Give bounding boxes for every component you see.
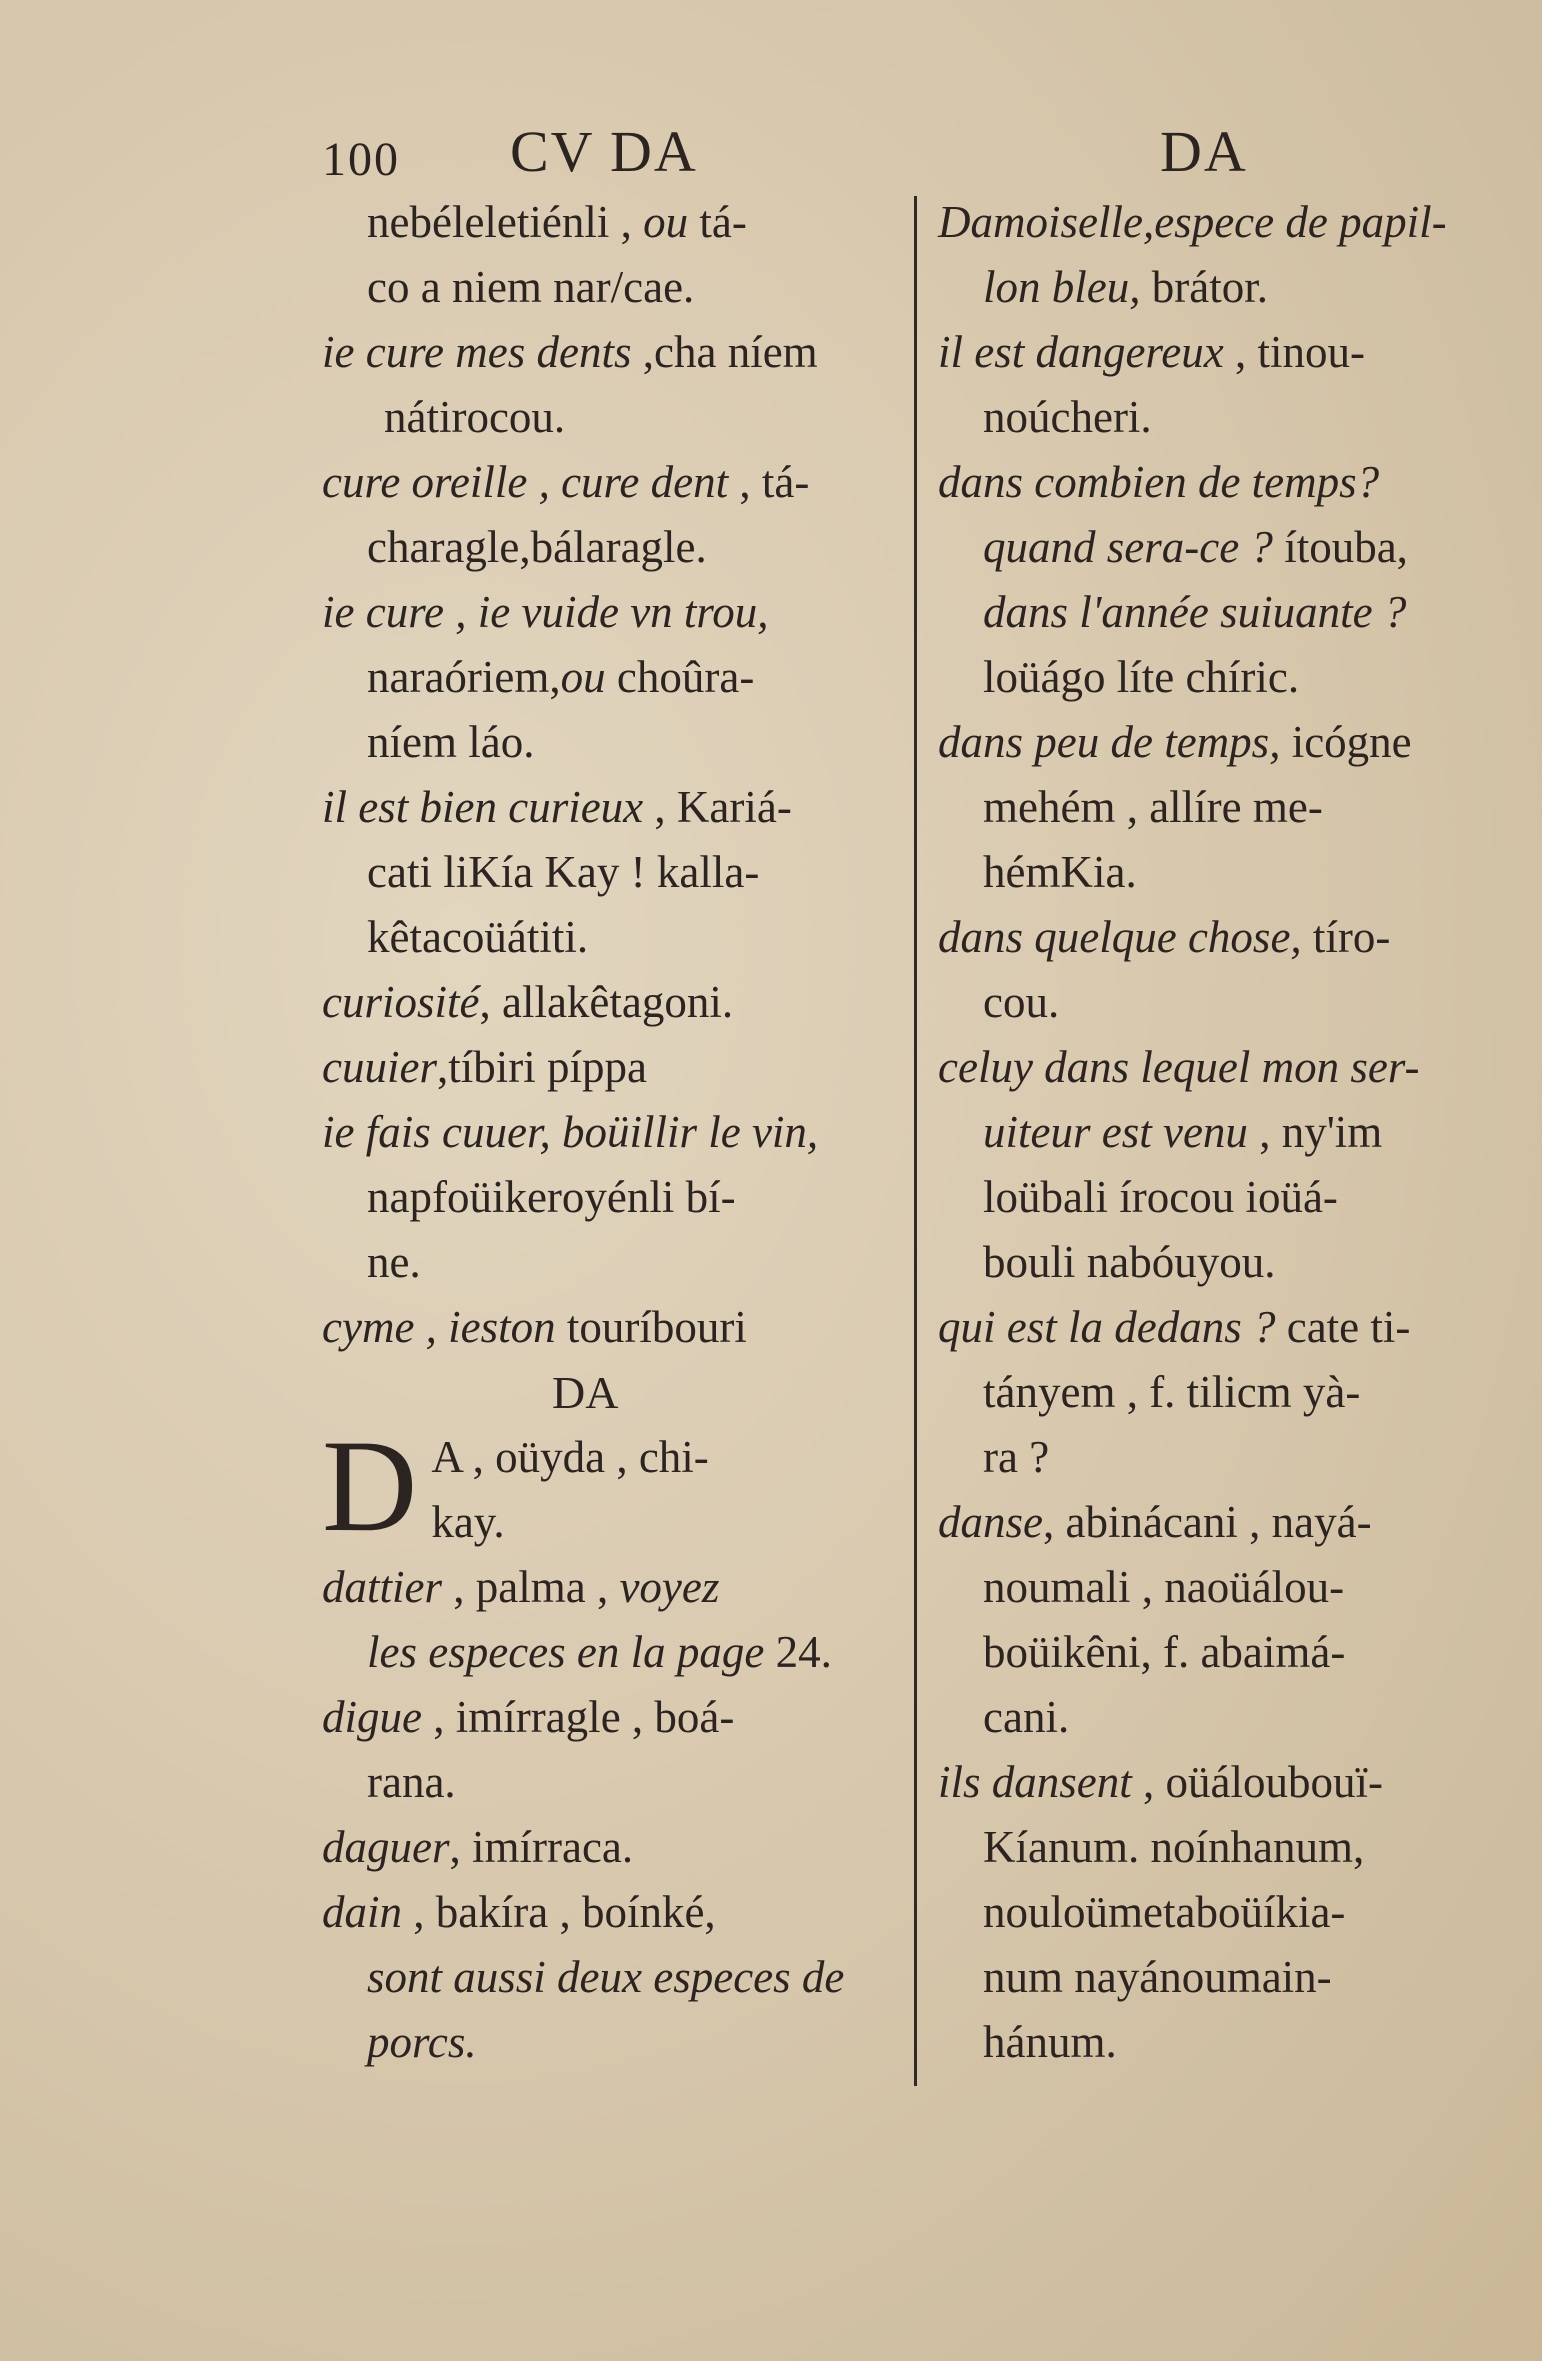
- entry-headword: ie cure mes dents ,cha níem: [322, 327, 818, 377]
- entry-line: rana.: [367, 1757, 456, 1807]
- entry-line: uiteur est venu , ny'im: [983, 1107, 1383, 1157]
- entry-line: A , oüyda , chi-: [431, 1432, 709, 1482]
- entry-headword: ils dansent , oüáloubouï-: [938, 1757, 1383, 1807]
- entry-headword: cure oreille , cure dent , tá-: [322, 457, 810, 507]
- entry-headword: celuy dans lequel mon ser-: [938, 1042, 1420, 1092]
- entry-line: nebéleletiénli , ou tá-: [367, 197, 747, 247]
- entry-line: les especes en la page 24.: [367, 1627, 832, 1677]
- entry-line: noúcheri.: [983, 392, 1152, 442]
- entry-headword: cyme , ieston touríbouri: [322, 1302, 747, 1352]
- entry-headword: dans peu de temps, icógne: [938, 717, 1412, 767]
- entry-headword: ie fais cuuer, boüillir le vin,: [322, 1107, 819, 1157]
- entry-line: boüikêni, f. abaimá-: [983, 1627, 1346, 1677]
- entry-line: tányem , f. tilicm yà-: [983, 1367, 1361, 1417]
- entry-line: naraóriem,ou choûra-: [367, 652, 755, 702]
- entry-line: loüágo líte chíric.: [983, 652, 1300, 702]
- entry-line: mehém , allíre me-: [983, 782, 1323, 832]
- entry-line: kay.: [431, 1497, 505, 1547]
- column-rule: [914, 196, 917, 2086]
- entry-line: num nayánoumain-: [983, 1952, 1332, 2002]
- entry-headword: curiosité, allakêtagoni.: [322, 977, 734, 1027]
- entry-line: ne.: [367, 1237, 421, 1287]
- entry-line: cani.: [983, 1692, 1070, 1742]
- entry-line: noumali , naoüálou-: [983, 1562, 1345, 1612]
- entry-line: dans l'année suiuante ?: [983, 587, 1407, 637]
- entry-headword: dans quelque chose, tíro-: [938, 912, 1391, 962]
- entry-line: quand sera-ce ? ítouba,: [983, 522, 1408, 572]
- entry-headword: Damoiselle,espece de papil-: [938, 197, 1447, 247]
- section-heading: DA: [552, 1367, 619, 1418]
- entry-headword: daguer, imírraca.: [322, 1822, 634, 1872]
- entry-line: Kíanum. noínhanum,: [983, 1822, 1365, 1872]
- entry-line: ra ?: [983, 1432, 1050, 1482]
- entry-headword: cuuier,tíbiri píppa: [322, 1042, 647, 1092]
- entry-line: porcs.: [367, 2017, 477, 2067]
- entry-line: charagle,bálaragle.: [367, 522, 707, 572]
- entry-line: napfoüikeroyénli bí-: [367, 1172, 736, 1222]
- entry-headword: dans combien de temps?: [938, 457, 1380, 507]
- entry-line: co a niem nar/cae.: [367, 262, 695, 312]
- entry-headword: dain , bakíra , boínké,: [322, 1887, 716, 1937]
- entry-line: sont aussi deux especes de: [367, 1952, 845, 2002]
- entry-headword: danse, abinácani , nayá-: [938, 1497, 1372, 1547]
- entry-line: hémKia.: [983, 847, 1137, 897]
- entry-line: nátirocou.: [384, 392, 566, 442]
- page-number: 100: [322, 133, 400, 186]
- entry-headword: ie cure , ie vuide vn trou,: [322, 587, 769, 637]
- running-head-right: DA: [1160, 119, 1248, 184]
- entry-line: bouli nabóuyou.: [983, 1237, 1276, 1287]
- entry-headword: qui est la dedans ? cate ti-: [938, 1302, 1411, 1352]
- entry-line: lon bleu, brátor.: [983, 262, 1268, 312]
- running-head-left: CV DA: [510, 119, 698, 184]
- entry-line: cati liKía Kay ! kalla-: [367, 847, 760, 897]
- entry-headword: il est bien curieux , Kariá-: [322, 782, 792, 832]
- entry-line: hánum.: [983, 2017, 1117, 2067]
- entry-headword: digue , imírragle , boá-: [322, 1692, 735, 1742]
- entry-line: kêtacoüátiti.: [367, 912, 589, 962]
- entry-headword: dattier , palma , voyez: [322, 1562, 720, 1612]
- dropcap-entry: [322, 1412, 844, 1559]
- dropcap: D: [322, 1412, 418, 1559]
- entry-headword: il est dangereux , tinou-: [938, 327, 1366, 377]
- left-column: [322, 190, 844, 2075]
- entry-line: níem láo.: [367, 717, 535, 767]
- right-column: [938, 190, 1447, 2075]
- entry-line: loübali írocou ioüá-: [983, 1172, 1338, 1222]
- entry-line: cou.: [983, 977, 1060, 1027]
- entry-line: nouloümetaboüíkia-: [983, 1887, 1346, 1937]
